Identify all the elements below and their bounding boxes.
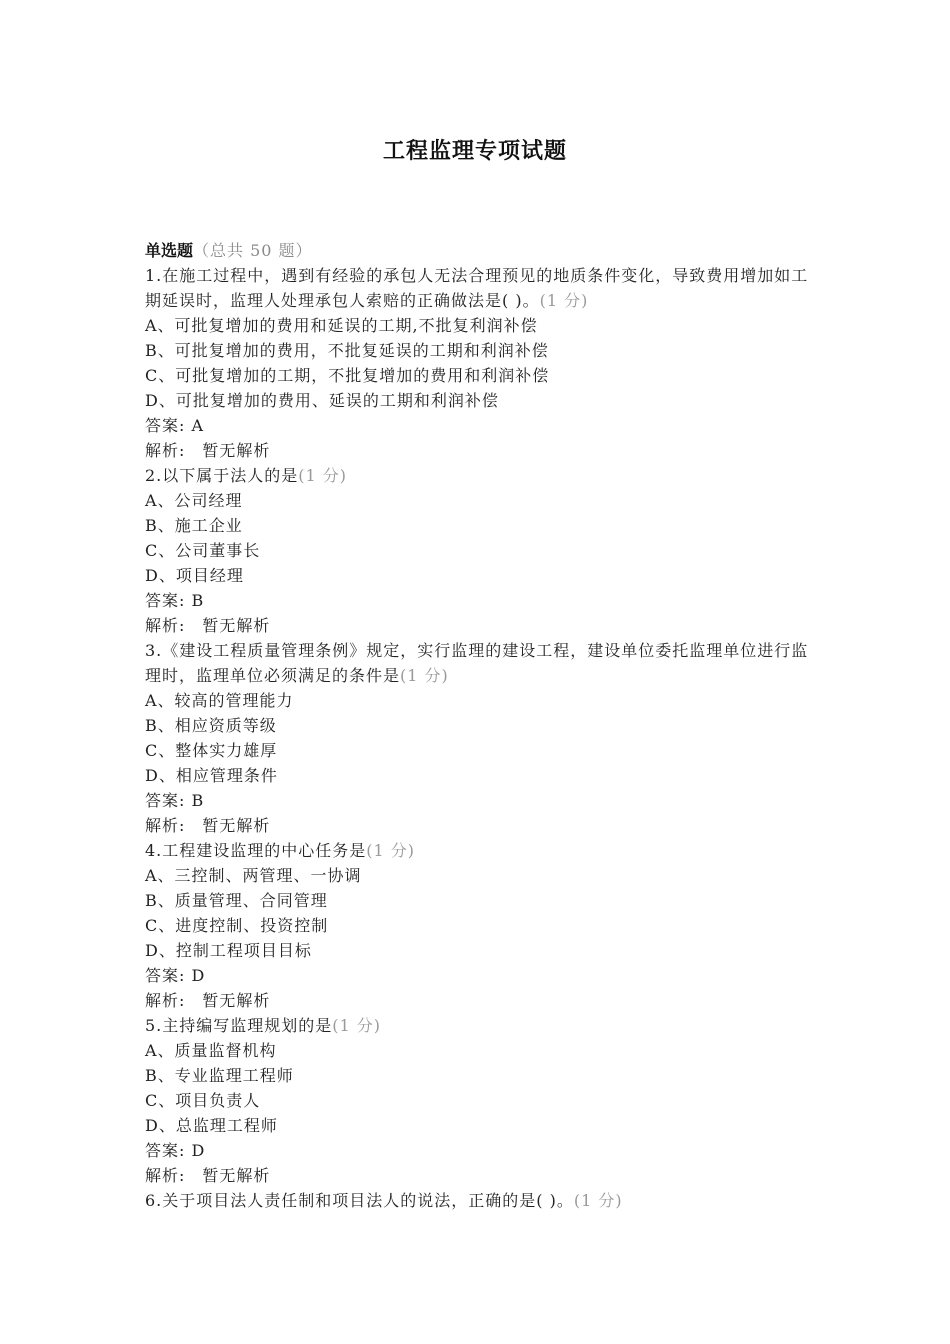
question-text: 2.以下属于法人的是 [145,466,299,485]
question-score: (1 分) [539,291,589,310]
answer: 答案: A [145,416,205,435]
answer: 答案: B [145,791,205,810]
question-score: (1 分) [366,841,416,860]
question-score: (1 分) [573,1191,623,1210]
section-header [145,238,810,263]
page-title: 工程监理专项试题 [382,138,567,164]
answer: 答案: D [145,966,206,985]
option-b: B、质量管理、合同管理 [145,891,328,910]
option-c: C、公司董事长 [145,541,261,560]
option-d: D、控制工程项目目标 [145,941,312,960]
answer: 答案: B [145,591,205,610]
option-b: B、可批复增加的费用，不批复延误的工期和利润补偿 [145,341,549,360]
option-d: D、项目经理 [145,566,244,585]
section-count: （总共 50 题） [193,241,313,260]
question-1 [145,263,810,313]
question-2 [145,463,810,488]
question-text: 4.工程建设监理的中心任务是 [145,841,367,860]
option-c: C、项目负责人 [145,1091,261,1110]
option-a: A、较高的管理能力 [145,691,294,710]
option-c: C、可批复增加的工期，不批复增加的费用和利润补偿 [145,366,550,385]
option-a: A、三控制、两管理、一协调 [145,866,362,885]
question-text: 1.在施工过程中，遇到有经验的承包人无法合理预见的地质条件变化，导致费用增加如工期延误时，监理人处理承包人索赔的正确做法是( )。 [145,266,809,310]
analysis: 解析: 暂无解析 [145,616,271,635]
option-d: D、总监理工程师 [145,1116,278,1135]
question-list [145,238,810,1213]
question-text: 6.关于项目法人责任制和项目法人的说法，正确的是( )。 [145,1191,574,1210]
option-b: B、施工企业 [145,516,243,535]
question-score: (1 分) [332,1016,382,1035]
option-b: B、相应资质等级 [145,716,277,735]
question-3 [145,638,810,688]
option-d: D、可批复增加的费用、延误的工期和利润补偿 [145,391,499,410]
option-b: B、专业监理工程师 [145,1066,294,1085]
question-6 [145,1188,810,1213]
option-d: D、相应管理条件 [145,766,278,785]
question-4 [145,838,810,863]
analysis: 解析: 暂无解析 [145,441,271,460]
section-title: 单选题 [145,241,194,260]
option-c: C、进度控制、投资控制 [145,916,329,935]
question-text: 3.《建设工程质量管理条例》规定，实行监理的建设工程，建设单位委托监理单位进行监理时，监理单位必须满足的条件是 [145,641,809,685]
analysis: 解析: 暂无解析 [145,991,271,1010]
answer: 答案: D [145,1141,206,1160]
analysis: 解析: 暂无解析 [145,1166,271,1185]
question-score: (1 分) [298,466,348,485]
option-a: A、质量监督机构 [145,1041,277,1060]
question-score: (1 分) [400,666,449,685]
question-text: 5.主持编写监理规划的是 [145,1016,333,1035]
question-5 [145,1013,810,1038]
option-a: A、公司经理 [145,491,243,510]
option-a: A、可批复增加的费用和延误的工期,不批复利润补偿 [145,316,538,335]
analysis: 解析: 暂无解析 [145,816,271,835]
option-c: C、整体实力雄厚 [145,741,278,760]
